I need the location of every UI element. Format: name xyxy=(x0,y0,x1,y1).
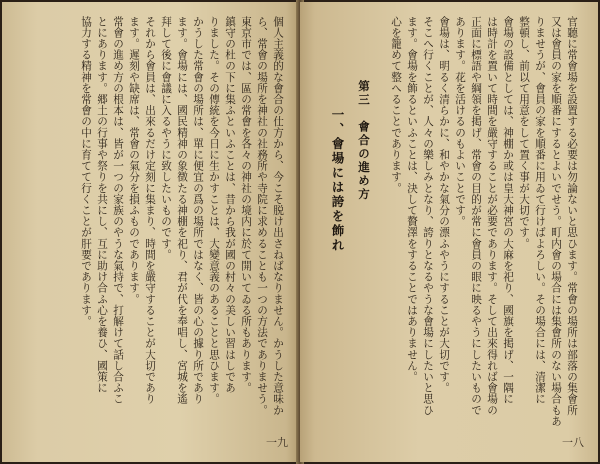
text-column: 又は會員の家を順番にするとよいでせう。町内會の場合には集會所のない場合もあ xyxy=(550,16,562,427)
subheading: 一、會場には誇を飾れ xyxy=(330,108,345,253)
text-column: ら、常會の場所を神社の社務所や寺院に求めることも一つの方法でありませう。 xyxy=(256,16,268,416)
text-column: それから會員は、出來るだけ定刻に集まり、時間を嚴守することが大切であり xyxy=(144,16,156,405)
text-column: 鎮守の杜の下に集ふといふことは、昔から我が國の村々の美しい習はしであ xyxy=(224,16,236,394)
text-column: ます。會場を飾るといふことは、決して贅澤をすることではありません。 xyxy=(406,16,418,383)
section-title: 第三 會合の進め方 xyxy=(357,80,371,202)
text-column: 常會の進め方の根本は、皆が一つの家族のやうな氣持で、打解けて話し合ふこ xyxy=(112,16,124,405)
text-column: 正面に標語や綱領を掲げ、常會の目的が常に會員の眼に映るやうにしたいもので xyxy=(470,16,482,416)
right-page-body xyxy=(388,16,580,436)
text-column: 個人主義的な會合の仕方から、今こそ脱け出さねばなりません。かうした意味か xyxy=(272,16,284,416)
page-number: 一八 xyxy=(562,436,584,449)
text-column: ます。遲刻や缺席は、常會の氣分を損ふものであります。 xyxy=(128,16,140,305)
left-page-body xyxy=(78,16,286,436)
text-column: りませうが、會員の家を順番に用ゐて行けばよろしい。その場合には、清潔に xyxy=(534,16,546,405)
text-column: 拜して後に會議に入るやうに致したいものです。 xyxy=(160,16,172,261)
text-column: りました。その傳統を今日に生かすことは、大變意義のあることと思ひます。 xyxy=(208,16,220,405)
text-column: 會場は、明るく清らかに、和やかな氣分の漂ふやうにすることが大切です。 xyxy=(438,16,450,394)
text-column: そこへ行くことが、人々の樂しみとなり、誇りとなるやうな會場にしたいと思ひ xyxy=(422,16,434,416)
text-column: 整頓し、前以て用意をして置く事が大切です。 xyxy=(518,16,530,250)
text-column: 心を籠めて整へることであります。 xyxy=(390,16,402,194)
text-column: 官聽に常會場を設置する必要は勿論ないと思ひます。常會の場所は部落の集會所 xyxy=(566,16,578,416)
text-column: 東京市では、區の常會を各々の神社の境内に於て開いてゐる所もあります。 xyxy=(240,16,252,394)
left-page xyxy=(2,2,298,462)
page-number: 一九 xyxy=(266,436,288,449)
right-page xyxy=(300,2,598,462)
text-column: かうした常會の場所は、單に便宜の爲の場所ではなく、皆の心の據り所であり xyxy=(192,16,204,405)
text-column: あります。花を活けるのもよいことです。 xyxy=(454,16,466,227)
text-column: 會場の設備としては、神棚か或は皇大神宮の大麻を祀り、國旗を掲げ、一隅に xyxy=(502,16,514,405)
text-column: とにあります。郷土の行事や祭りを共にし、互に助け合ふ心を養ひ、國策に xyxy=(96,16,108,394)
text-column: は時計を置いて時間を嚴守することが必要であります。そして出來得れば會場の xyxy=(486,16,498,416)
text-column: ます。會場には、國民精神の象徴たる神棚を祀り、君が代を奉唱し、宮城を遙 xyxy=(176,16,188,405)
text-column: 協力する精神を常會の中に育てて行くことが肝要であります。 xyxy=(80,16,92,327)
